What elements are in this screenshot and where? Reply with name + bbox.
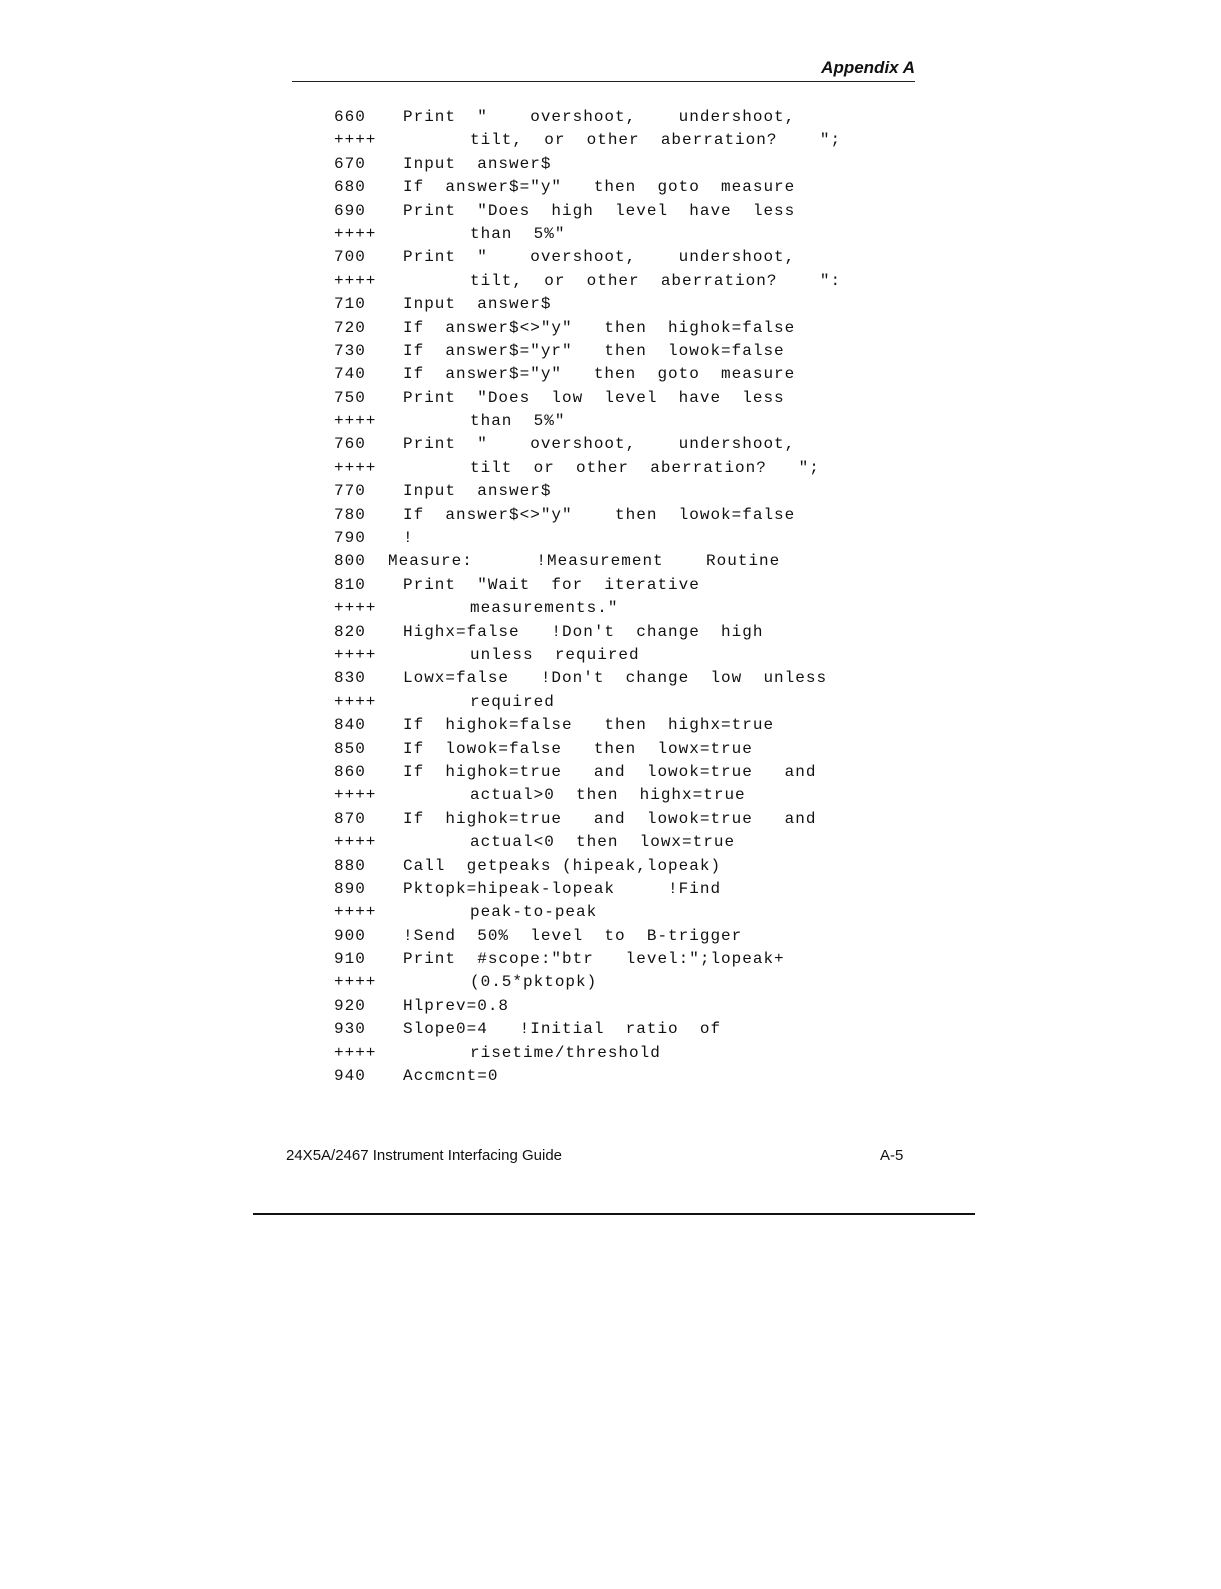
line-code: Slope0=4 !Initial ratio of <box>403 1020 722 1039</box>
line-code: If highok=true and lowok=true and <box>403 762 817 781</box>
line-number: ++++ <box>334 412 377 431</box>
line-code: peak-to-peak <box>470 903 598 922</box>
line-code: tilt, or other aberration? ": <box>470 271 842 290</box>
line-code: Pktopk=hipeak-lopeak !Find <box>403 879 722 898</box>
line-code: Print "Does high level have less <box>403 201 796 220</box>
code-line <box>0 995 1221 1018</box>
line-number: 890 <box>334 879 366 898</box>
line-number: ++++ <box>334 692 377 711</box>
code-line <box>0 293 1221 316</box>
line-number: 940 <box>334 1067 366 1086</box>
code-line <box>0 433 1221 456</box>
line-number: 930 <box>334 1020 366 1039</box>
line-number: 690 <box>334 201 366 220</box>
code-line <box>0 691 1221 714</box>
code-line <box>0 644 1221 667</box>
code-line <box>0 597 1221 620</box>
code-line <box>0 574 1221 597</box>
line-number: 760 <box>334 435 366 454</box>
line-code: Accmcnt=0 <box>403 1067 499 1086</box>
line-code: Input answer$ <box>403 482 552 501</box>
code-line <box>0 738 1221 761</box>
line-code: Print "Does low level have less <box>403 388 785 407</box>
line-code: ! <box>403 529 414 548</box>
line-code: If lowok=false then lowx=true <box>403 739 753 758</box>
code-line <box>0 855 1221 878</box>
page-header-title: Appendix A <box>821 58 915 77</box>
code-line <box>0 714 1221 737</box>
line-number: ++++ <box>334 973 377 992</box>
footer-title: 24X5A/2467 Instrument Interfacing Guide <box>286 1147 563 1164</box>
code-line <box>0 176 1221 199</box>
line-number: 750 <box>334 388 366 407</box>
line-code: Print " overshoot, undershoot, <box>403 248 796 267</box>
line-number: ++++ <box>334 833 377 852</box>
line-code: !Send 50% level to B-trigger <box>403 926 743 945</box>
line-code: Print #scope:"btr level:";lopeak+ <box>403 950 785 969</box>
line-code: tilt, or other aberration? "; <box>470 131 842 150</box>
line-code: Input answer$ <box>403 295 552 314</box>
line-code: If answer$="y" then goto measure <box>403 178 796 197</box>
line-code: If answer$<>"y" then highok=false <box>403 318 796 337</box>
line-number: 730 <box>334 341 366 360</box>
line-code: measurements." <box>470 599 619 618</box>
line-number: 700 <box>334 248 366 267</box>
line-number: ++++ <box>334 645 377 664</box>
line-code: (0.5*pktopk) <box>470 973 598 992</box>
line-number: ++++ <box>334 224 377 243</box>
code-line <box>0 457 1221 480</box>
line-number: 670 <box>334 154 366 173</box>
line-code: If highok=false then highx=true <box>403 716 775 735</box>
code-line <box>0 153 1221 176</box>
line-number: 820 <box>334 622 366 641</box>
line-number: ++++ <box>334 599 377 618</box>
line-number: 770 <box>334 482 366 501</box>
line-number: ++++ <box>334 271 377 290</box>
code-line <box>0 1042 1221 1065</box>
code-line <box>0 340 1221 363</box>
line-code: unless required <box>470 645 640 664</box>
code-line <box>0 223 1221 246</box>
program-listing <box>0 106 1221 1088</box>
code-line <box>0 480 1221 503</box>
line-number: 870 <box>334 809 366 828</box>
code-line <box>0 1018 1221 1041</box>
line-code: Lowx=false !Don't change low unless <box>403 669 828 688</box>
line-number: 850 <box>334 739 366 758</box>
code-line <box>0 621 1221 644</box>
page-number: A-5 <box>880 1147 904 1164</box>
line-number: 910 <box>334 950 366 969</box>
code-line <box>0 948 1221 971</box>
code-line <box>0 878 1221 901</box>
line-number: ++++ <box>334 1043 377 1062</box>
line-code: Input answer$ <box>403 154 552 173</box>
line-number: ++++ <box>334 131 377 150</box>
line-code: If answer$="yr" then lowok=false <box>403 341 785 360</box>
line-code: Print "Wait for iterative <box>403 575 700 594</box>
code-line <box>0 246 1221 269</box>
line-number: 900 <box>334 926 366 945</box>
code-line <box>0 363 1221 386</box>
code-line <box>0 831 1221 854</box>
line-code: Print " overshoot, undershoot, <box>403 108 796 126</box>
line-code: If highok=true and lowok=true and <box>403 809 817 828</box>
code-line <box>0 971 1221 994</box>
line-code: tilt or other aberration? "; <box>470 458 820 477</box>
code-line <box>0 1065 1221 1088</box>
line-number: 740 <box>334 365 366 384</box>
line-code: actual>0 then highx=true <box>470 786 746 805</box>
code-line <box>0 317 1221 340</box>
line-code: Hlprev=0.8 <box>403 996 510 1015</box>
line-code: than 5%" <box>470 224 566 243</box>
line-code: actual<0 then lowx=true <box>470 833 736 852</box>
line-code: If answer$<>"y" then lowok=false <box>403 505 796 524</box>
line-code: Call getpeaks (hipeak,lopeak) <box>403 856 722 875</box>
code-line <box>0 270 1221 293</box>
line-number: 920 <box>334 996 366 1015</box>
line-number: 720 <box>334 318 366 337</box>
line-number: 710 <box>334 295 366 314</box>
code-line <box>0 761 1221 784</box>
line-number: 840 <box>334 716 366 735</box>
code-line <box>0 200 1221 223</box>
line-code: Measure: !Measurement Routine <box>388 552 781 571</box>
code-line <box>0 784 1221 807</box>
line-code: If answer$="y" then goto measure <box>403 365 796 384</box>
line-code: Highx=false !Don't change high <box>403 622 764 641</box>
line-number: ++++ <box>334 903 377 922</box>
code-line <box>0 667 1221 690</box>
line-code: than 5%" <box>470 412 566 431</box>
code-line <box>0 504 1221 527</box>
code-line <box>0 527 1221 550</box>
code-line <box>0 550 1221 573</box>
code-line <box>0 901 1221 924</box>
line-number: 790 <box>334 529 366 548</box>
code-line <box>0 925 1221 948</box>
line-number: 860 <box>334 762 366 781</box>
line-number: 880 <box>334 856 366 875</box>
code-line <box>0 129 1221 152</box>
line-number: 810 <box>334 575 366 594</box>
line-number: 660 <box>334 108 366 126</box>
line-number: 780 <box>334 505 366 524</box>
line-number: 800 <box>334 552 366 571</box>
line-number: 680 <box>334 178 366 197</box>
code-line <box>0 387 1221 410</box>
line-code: Print " overshoot, undershoot, <box>403 435 796 454</box>
line-number: ++++ <box>334 786 377 805</box>
footer-rule <box>253 1213 975 1215</box>
header-rule <box>292 81 915 82</box>
code-line <box>0 410 1221 433</box>
line-code: risetime/threshold <box>470 1043 661 1062</box>
line-code: required <box>470 692 555 711</box>
code-line <box>0 106 1221 129</box>
line-number: 830 <box>334 669 366 688</box>
line-number: ++++ <box>334 458 377 477</box>
code-line <box>0 808 1221 831</box>
